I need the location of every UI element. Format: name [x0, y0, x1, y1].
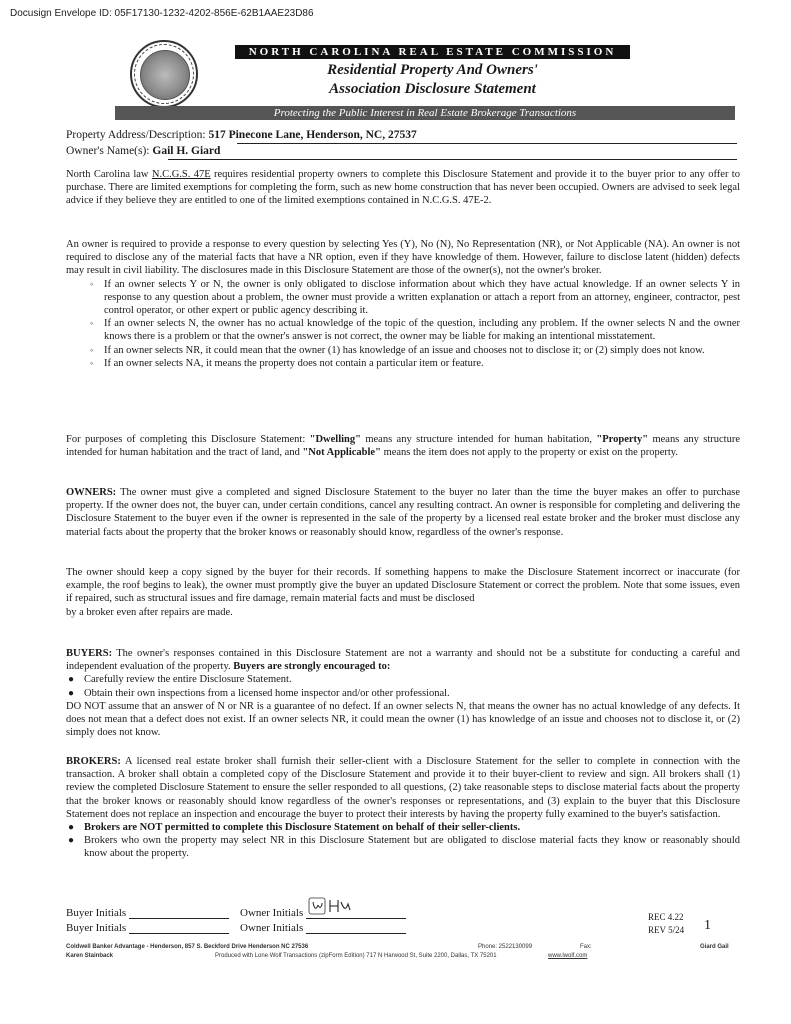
property-term: "Property" [596, 434, 649, 445]
footer-doc-name: Giard Gail [700, 944, 729, 950]
brokers-paragraph: BROKERS: A licensed real estate broker shall furnish their seller-client with a Disclosure Statement for the seller to complete in connection with the transaction. A broker shall obtain a completed copy of the Disclosure Statement and provide it to their buyer-client to review and sign. All brokers shall (1) review the completed Disclosure Statement to ensure the seller responded to all questions, (2) take reasonable steps to disclose material facts about the property that the broker knows or reasonably should know regardless of the owner's responses or representations, and (3) explain to the buyer that this Disclosure Statement does not replace an inspection and encourage the buyer to protect their interests by having the property fully examined to the buyer's satisfaction. ● Brokers are NOT permitted to complete this Disclosure Statement on behalf of their seller-clients. ● Brokers who own the property may select NR in this Disclosure Statement but are obligated to disclose material facts they know or reasonably should know about the property. [66, 756, 740, 860]
property-address-label: Property Address/Description: [66, 129, 206, 141]
definitions-paragraph: For purposes of completing this Disclosure Statement: "Dwelling" means any structure intended for human habitation, "Property" means any structure intended for human habitation and the tract of land, and "Not Applicable" means the item does not apply to the property or exist on the property. [66, 434, 740, 459]
tagline-banner: Protecting the Public Interest in Real Estate Brokerage Transactions [115, 106, 735, 120]
rec-code: REC 4.22 [648, 912, 684, 922]
form-title-line2: Association Disclosure Statement [329, 81, 536, 97]
owner-initials-2-field[interactable] [306, 923, 406, 934]
commission-banner: NORTH CAROLINA REAL ESTATE COMMISSION [235, 45, 630, 59]
property-address-row [66, 129, 417, 141]
rev-code: REV 5/24 [648, 925, 685, 935]
list-item: ● Carefully review the entire Disclosure Statement. [68, 674, 292, 686]
responses-text: An owner is required to provide a response to every question by selecting Yes (Y), No (N), No Representation (NR), or Not Applicable (NA). An owner is not required to disclose any of the material facts that have a NR option, even if they have knowledge of them. However, failure to disclose latent (hidden) defects may result in civil liability. The disclosures made in this Disclosure Statement are those of the owner(s), not the owner's broker. [66, 239, 740, 277]
page-number: 1 [704, 918, 711, 933]
buyer-initials-2-field[interactable] [129, 923, 229, 934]
owners-paragraph: OWNERS: The owner must give a completed and signed Disclosure Statement to the buyer no later than the time the buyer makes an offer to purchase property. If the owner does not, the buyer can, under certain conditions, cancel any resulting contract. An owner is responsible for completing and delivering the Disclosure Statement to the buyer even if the owner is represented in the sale of the property by a licensed real estate broker and the broker must disclose any material facts about the property that the broker knows or reasonably should know, regardless of the owner's response. [66, 487, 740, 538]
footer-site-link[interactable]: www.lwolf.com [548, 953, 588, 959]
list-item: ● Brokers are NOT permitted to complete this Disclosure Statement on behalf of their seller-clients. [68, 822, 521, 834]
buyer-initials-1: Buyer Initials [66, 907, 229, 919]
list-item: ◦ If an owner selects NA, it means the property does not contain a particular item or feature. [90, 357, 484, 369]
list-item: ◦ If an owner selects Y or N, the owner is only obligated to disclose information about which they have actual knowledge. If an owner selects Y in response to any question about a problem, the owner must provide a written explanation or attach a report from an attorney, engineer, contractor, pest control operator, or other expert or public agency describing it. [90, 278, 740, 317]
copy-paragraph: The owner should keep a copy signed by the buyer for their records. If something happens to make the Disclosure Statement incorrect or inaccurate (for example, the roof begins to leak), the owner must promptly give the buyer an updated Disclosure Statement or correct the problem. Note that some issues, even if repaired, such as structural issues and fire damage, remain material facts and must be disclosed by a broker even after repairs are made. [66, 567, 740, 618]
dwelling-term: "Dwelling" [309, 434, 361, 445]
owner-initials-2: Owner Initials [240, 922, 406, 934]
address-underline [237, 143, 737, 144]
owner-name-value[interactable]: Gail H. Giard [152, 145, 221, 157]
footer-fax: Fax: [580, 944, 592, 950]
footer-agent: Karen Stainback [66, 953, 114, 959]
owner-initials-1-field[interactable] [306, 908, 406, 919]
footer-produced: Produced with Lone Wolf Transactions (zipForm Edition) 717 N Harwood St, Suite 2200, Dallas, TX 75201 [215, 953, 497, 959]
list-item: ◦ If an owner selects N, the owner has no actual knowledge of the topic of the question, including any problem. If the owner selects N and the owner knows there is a problem or that the owner's answer is not correct, the owner may be liable for making an intentional misstatement. [90, 318, 740, 343]
list-item: ● Obtain their own inspections from a licensed home inspector and/or other professional. [68, 687, 450, 699]
brokers-label: BROKERS: [66, 756, 121, 767]
buyer-initials-2: Buyer Initials [66, 922, 229, 934]
responses-paragraph [66, 238, 740, 370]
list-item: ● Brokers who own the property may select NR in this Disclosure Statement but are obligated to disclose material facts they know or reasonably should know about the property. [68, 835, 740, 860]
envelope-id: Docusign Envelope ID: 05F17130-1232-4202-856E-62B1AAE23D86 [10, 8, 314, 19]
intro-paragraph: North Carolina law N.C.G.S. 47E requires residential property owners to complete this Disclosure Statement and provide it to the buyer prior to any offer to purchase. There are limited exemptions for completing the form, such as new home construction that has never been occupied. Owners are advised to seek legal advice if they believe they are entitled to one of the limited exemptions contained in N.C.G.S. 47E-2. [66, 169, 740, 207]
owner-name-label: Owner's Name(s): [66, 145, 150, 157]
owner-initials-1: Owner Initials [240, 907, 406, 919]
owner-name-row [66, 145, 220, 157]
footer-phone: Phone: 2522130099 [478, 944, 533, 950]
footer-company: Coldwell Banker Advantage - Henderson, 857 S. Beckford Drive Henderson NC 27536 [66, 944, 309, 950]
buyers-label: BUYERS: [66, 648, 113, 659]
statute-link[interactable]: N.C.G.S. 47E [151, 169, 211, 180]
property-address-value[interactable]: 517 Pinecone Lane, Henderson, NC, 27537 [208, 129, 417, 141]
owner-underline [168, 159, 737, 160]
copy-paragraph-end: by a broker even after repairs are made. [66, 606, 233, 618]
buyer-initials-1-field[interactable] [129, 908, 229, 919]
list-item: ◦ If an owner selects NR, it could mean that the owner (1) has knowledge of an issue and chooses not to disclose it; or (2) simply does not know. [90, 344, 705, 356]
commission-seal-icon [130, 40, 198, 108]
buyers-paragraph: BUYERS: The owner's responses contained in this Disclosure Statement are not a warranty and should not be a substitute for conducting a careful and independent evaluation of the property. Buyers are strongly encouraged to: ● Carefully review the entire Disclosure Statement. ● Obtain their own inspections from a licensed home inspector and/or other professional. DO NOT assume that an answer of N or NR is a guarantee of no defect. If an owner selects N, that means the owner has no actual knowledge of any defects. It does not mean that a defect does not exist. If an owner selects NR, it could mean the owner (1) has knowledge of an issue and chooses not to disclose it, or (2) simply does not know. [66, 648, 740, 739]
owner-initials-signature-icon [308, 896, 368, 918]
form-title-line1: Residential Property And Owners' [327, 62, 538, 78]
owners-label: OWNERS: [66, 487, 117, 498]
na-term: "Not Applicable" [302, 447, 381, 459]
